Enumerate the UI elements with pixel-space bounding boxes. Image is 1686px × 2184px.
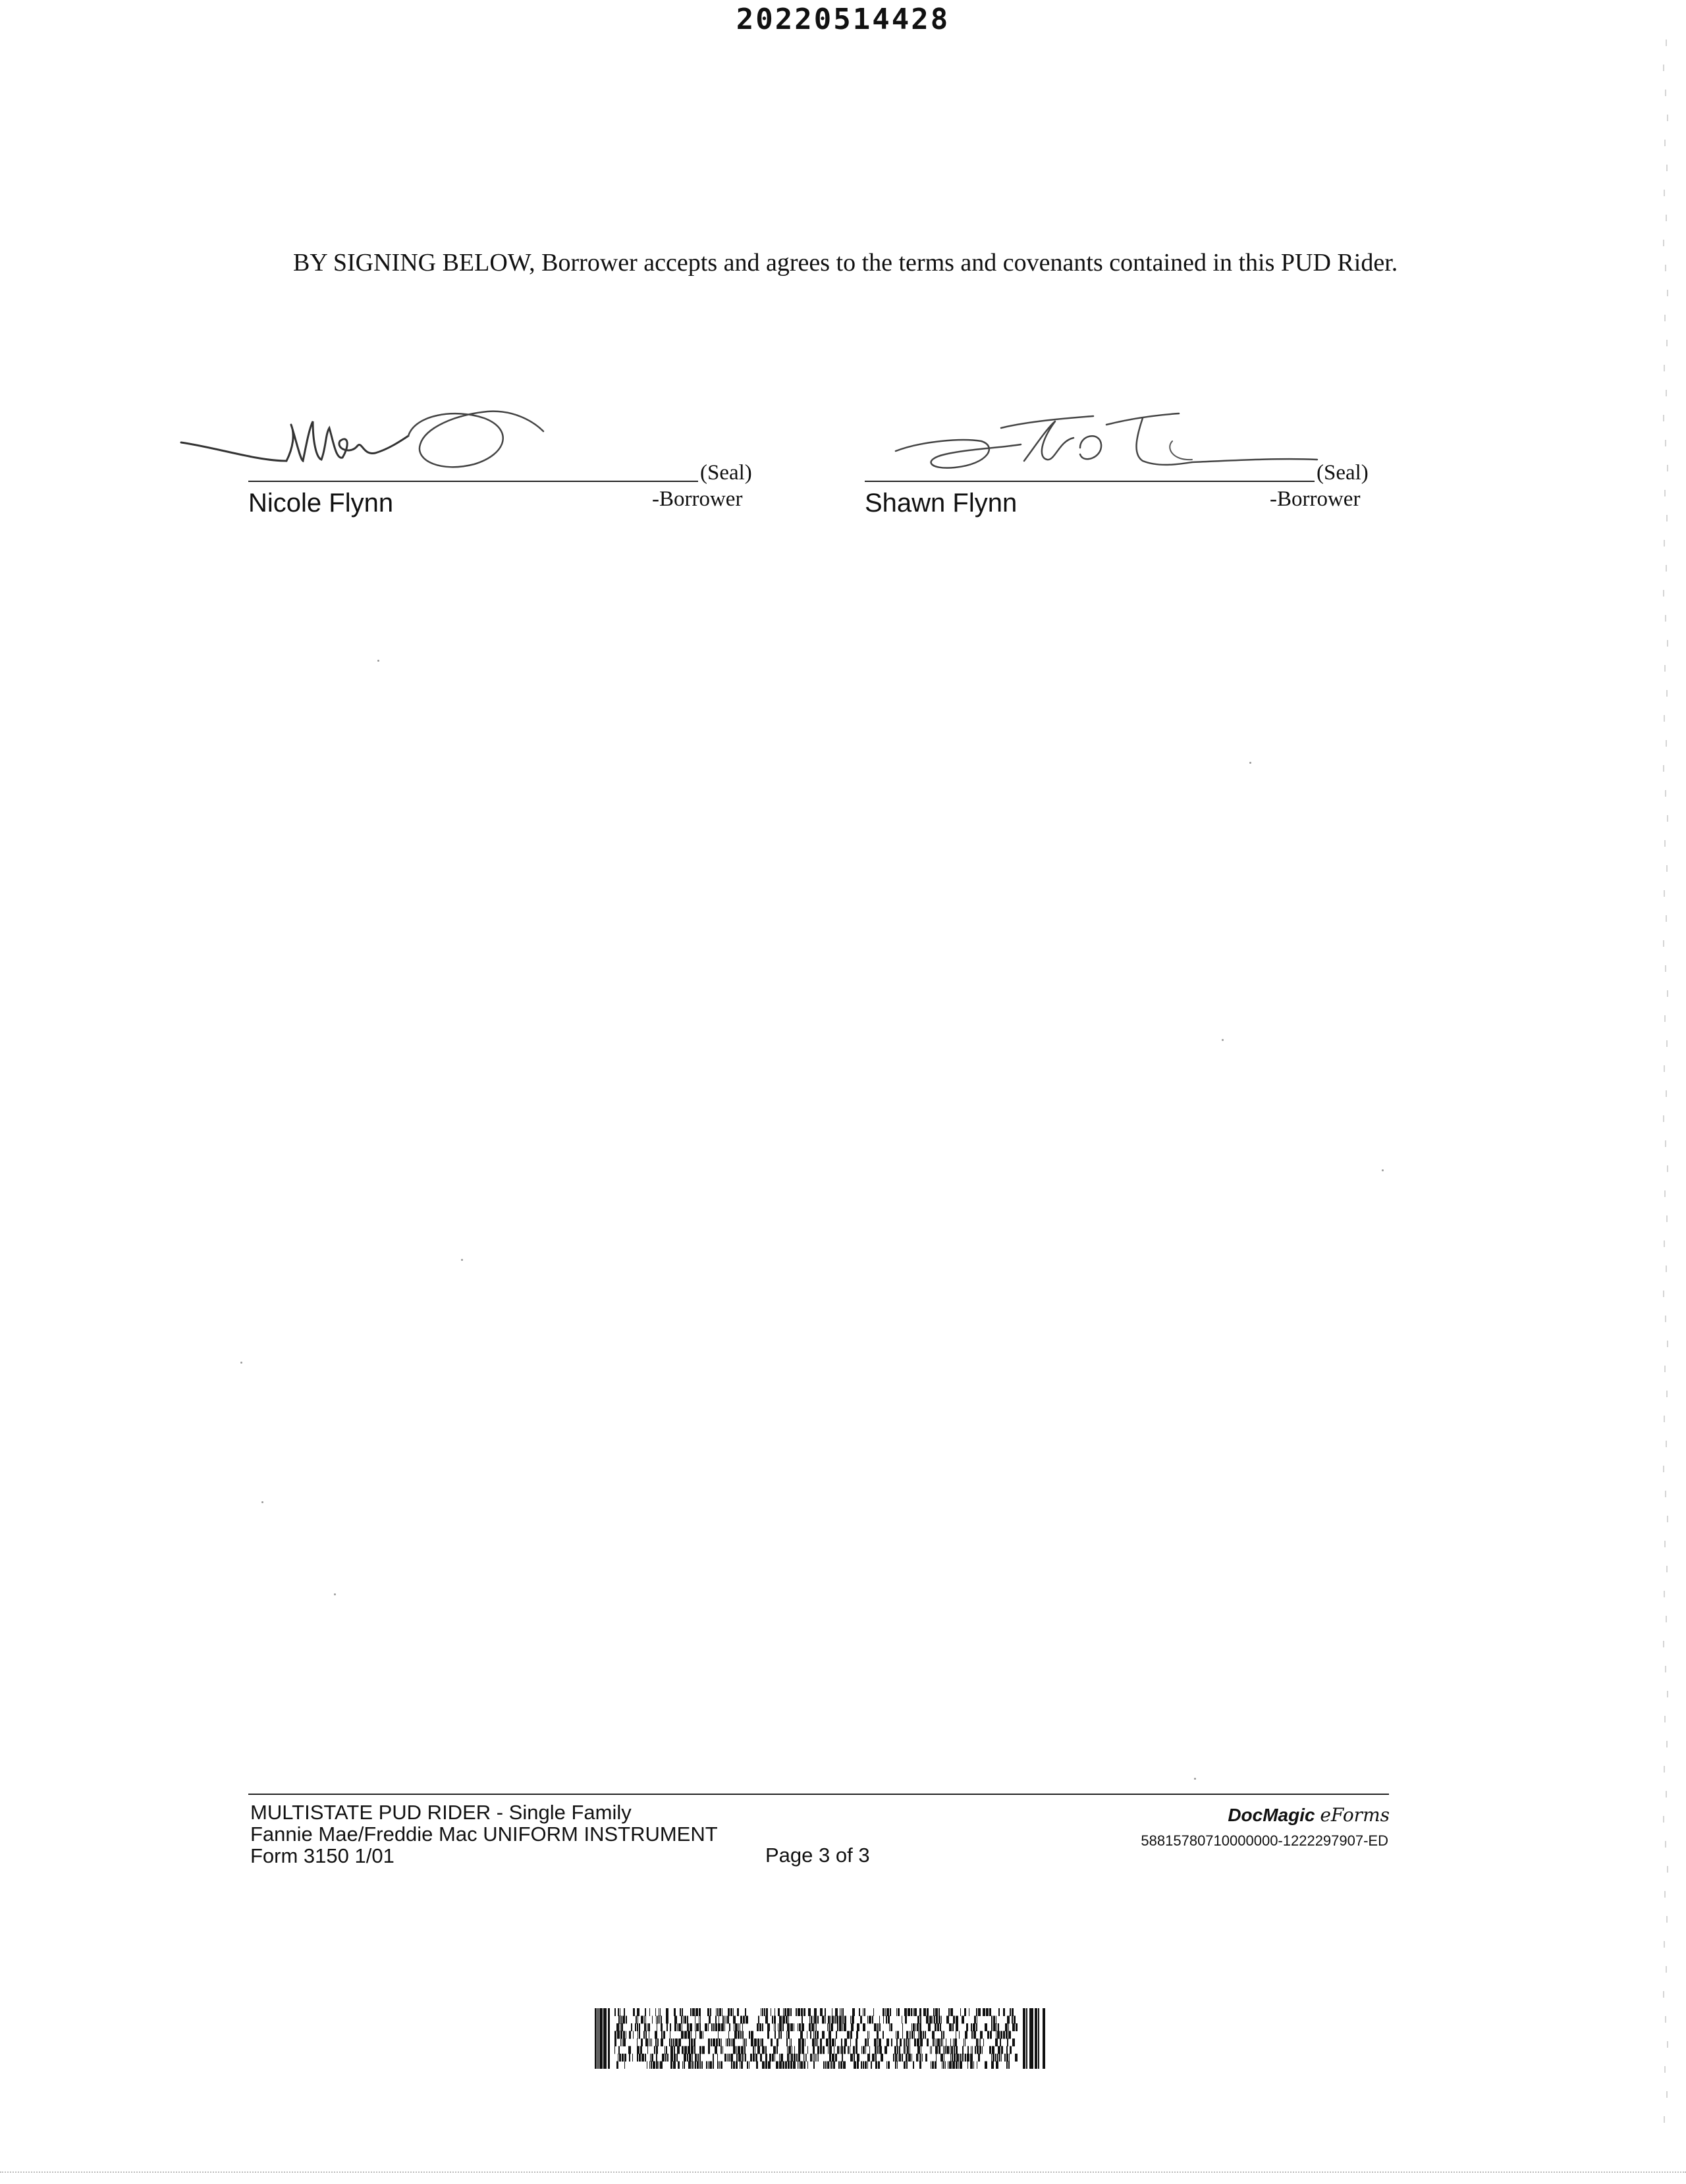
borrower-tag-1: -Borrower <box>652 487 743 511</box>
scan-speck <box>261 1501 263 1503</box>
scan-speck <box>1249 762 1251 764</box>
acceptance-paragraph: BY SIGNING BELOW, Borrower accepts and agrees to the terms and covenants contained in this PUD Rider. <box>293 249 1398 277</box>
scan-speck <box>377 660 379 662</box>
document-id: 58815780710000000-1222297907-ED <box>1141 1832 1388 1849</box>
scan-speck <box>1222 1039 1224 1041</box>
brand-forms: eForms <box>1320 1804 1390 1826</box>
seal-label-2: (Seal) <box>1317 461 1369 485</box>
scan-speck <box>461 1259 463 1261</box>
footer-instrument: Fannie Mae/Freddie Mac UNIFORM INSTRUMENT <box>250 1823 718 1846</box>
signature-shawn <box>883 402 1330 481</box>
borrower-tag-2: -Borrower <box>1270 487 1361 511</box>
scan-speck <box>240 1362 242 1364</box>
signature-line-2 <box>865 481 1315 482</box>
docmagic-logo <box>1093 1804 1390 1826</box>
signature-line-1 <box>248 481 698 482</box>
footer-form-title: MULTISTATE PUD RIDER - Single Family <box>250 1801 632 1824</box>
seal-label-1: (Seal) <box>700 461 752 485</box>
scan-speck <box>1194 1778 1196 1780</box>
barcode <box>595 2008 1049 2069</box>
footer-form-number: Form 3150 1/01 <box>250 1844 394 1867</box>
brand-name: DocMagic <box>1228 1805 1315 1825</box>
scan-bottom-edge <box>0 2171 1686 2175</box>
document-number: 20220514428 <box>736 3 950 36</box>
scan-speck <box>334 1593 336 1595</box>
scan-speck <box>1382 1169 1384 1171</box>
signer-name-1: Nicole Flynn <box>248 489 394 518</box>
footer-rule <box>248 1794 1389 1795</box>
signature-nicole <box>178 395 547 487</box>
signer-name-2: Shawn Flynn <box>865 489 1018 518</box>
scan-edge-marks <box>1657 0 1677 2181</box>
page-number: Page 3 of 3 <box>765 1844 870 1867</box>
